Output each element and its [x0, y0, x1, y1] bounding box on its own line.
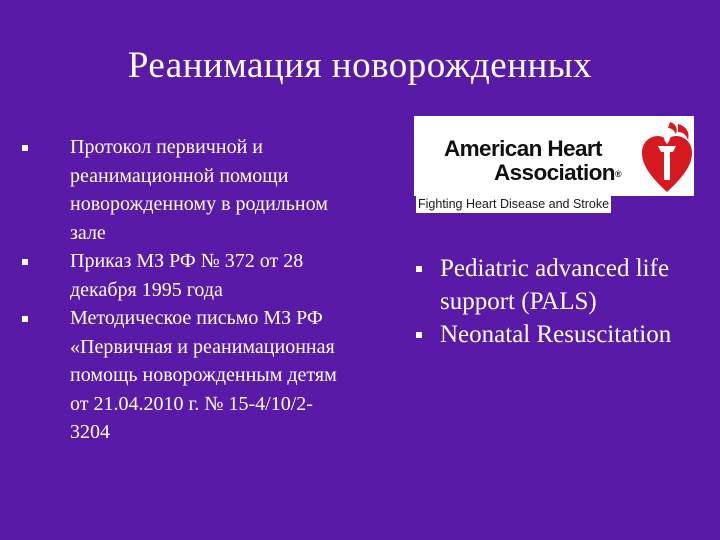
logo-tagline-bar: [414, 196, 694, 215]
list-item: [22, 247, 352, 304]
left-bullet-list: [22, 133, 352, 447]
aha-logo: [414, 116, 694, 215]
square-bullet-icon: [22, 259, 28, 265]
square-bullet-icon: [416, 332, 422, 338]
slide-title: Реанимация новорожденных: [127, 45, 593, 86]
logo-tagline: Fighting Heart Disease and Stroke: [418, 197, 610, 211]
logo-line-1: American Heart: [444, 136, 602, 161]
square-bullet-icon: [416, 266, 422, 272]
right-bullet-list: [414, 252, 704, 351]
list-item-text: Neonatal Resuscitation: [440, 321, 672, 348]
list-item-text: Pediatric advanced life support (PALS): [440, 255, 670, 315]
square-bullet-icon: [22, 145, 28, 151]
logo-line-2: [494, 160, 621, 186]
list-item-text: Протокол первичной и реанимационной помощи новорожденному в родильном зале: [70, 136, 328, 244]
list-item-text: Методическое письмо МЗ РФ «Первичная и реанимационная помощь новорожденным детям от 21.04.2010 г. № 15-4/10/2-3204: [70, 307, 337, 443]
registered-mark: ®: [614, 169, 621, 180]
logo-line-2-text: Association: [494, 160, 615, 185]
list-item: [22, 304, 352, 447]
heart-torch-icon: [640, 120, 694, 196]
list-item: [414, 318, 704, 351]
square-bullet-icon: [22, 316, 28, 322]
list-item-text: Приказ МЗ РФ № 372 от 28 декабря 1995 года: [70, 250, 304, 301]
list-item: [22, 133, 352, 247]
list-item: [414, 252, 704, 318]
